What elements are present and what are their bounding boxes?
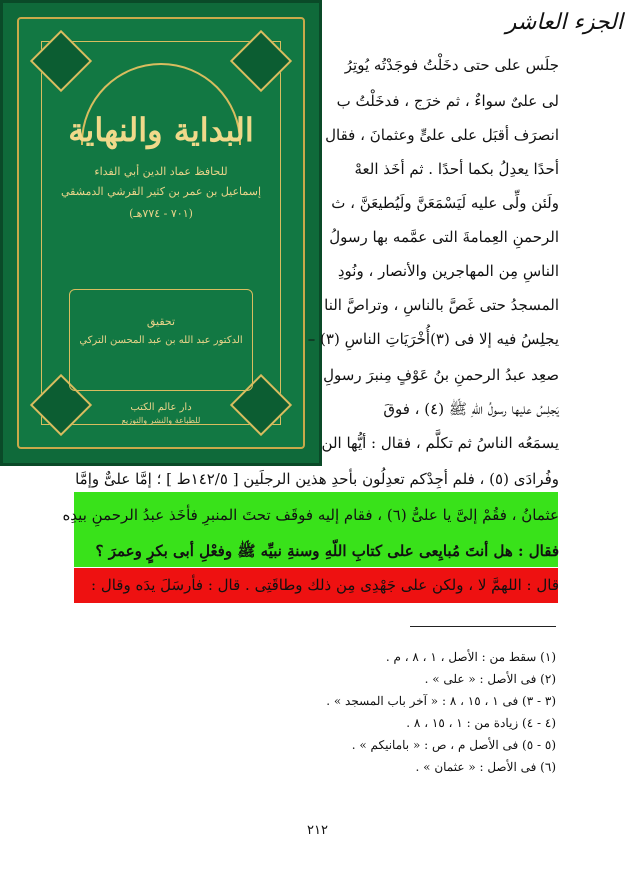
footnote: (٦) فى الأصل : « عثمان » . (415, 760, 556, 774)
text-line: يسمَعُه الناسُ ثم تكلَّم ، فقال : أيُّها الن (321, 434, 559, 452)
footnote: (١) سقط من : الأصل ، ١ ، ٨ ، م . (385, 650, 556, 664)
footnote: (٤ - ٤) زيادة من : ١ ، ١٥ ، ٨ . (406, 716, 556, 730)
text-line: وفُرادَى (٥) ، فلم أجِدْكم تعدِلُون بأحدِ هذين الرجلَين [ ١٤٢/٥ط ] ؛ إمَّا علىٌّ وإمَّا (75, 470, 559, 488)
text-line: لى علىٌ سواءٌ ، ثم خرَج ، فدخَلْتُ ب (336, 92, 559, 110)
book-cover-image (0, 0, 322, 466)
footnote: (٥ - ٥) فى الأصل م ، ص : « بامانيكم » . (351, 738, 556, 752)
text-line: يَجلِسُ عليها رسولُ اللّهِ ﷺ (٤) ، فوقَ (383, 400, 559, 418)
footnote-divider (410, 626, 556, 627)
text-line-highlighted: عثمانُ ، فقُمْ إلىَّ يا علىُّ (٦) ، فقام إليه فوقَف تحتَ المنبرِ فأخَذ عبدُ الرحمنِ بيدِه (62, 506, 559, 524)
cover-editor: الدكتور عبد الله بن عبد المحسن التركي (79, 335, 243, 346)
cover-publisher-sub: للطباعة والنشر والتوزيع (121, 416, 201, 425)
footnote: (٣ - ٣) فى ١ ، ١٥ ، ٨ : « آخر باب المسجد » . (326, 694, 556, 708)
text-line: الناسِ مِن المهاجرين والأنصار ، ونُودِ (337, 262, 559, 280)
cover-frame (17, 17, 305, 449)
footnote: (٢) فى الأصل : « على » . (424, 672, 556, 686)
text-line: ولَئن ولِّى عليه لَيَسْمَعَنَّ ولَيُطيعَنَّ ، ث (331, 194, 559, 212)
cover-dates: (٧٠١ - ٧٧٤هـ) (129, 207, 193, 220)
cover-publisher: دار عالم الكتب (130, 402, 192, 413)
text-line: المسجدُ حتى غَصَّ بالناسِ ، وتراصَّ النا (324, 296, 559, 314)
cover-tahqiq: تحقيق (146, 315, 176, 328)
page-number: ٢١٢ (307, 823, 328, 838)
text-line: يجلِسُ فيه إلا فى (٣)أُخْرَيَاتِ الناسِ (٣) – (307, 330, 559, 348)
text-line: أحدًا يعدِلُ بكما أحدًا . ثم أخَذ العهْ (354, 160, 559, 178)
cover-author-line2: إسماعيل بن عمر بن كثير القرشي الدمشقي (60, 185, 262, 198)
cover-title: البداية والنهاية (68, 111, 254, 149)
text-line-highlighted: فقال : هل أنتَ مُبايِعى على كتابِ اللّهِ وسنةِ نبيِّه ﷺ وفعْلِ أبى بكرٍ وعمرَ ؟ (95, 542, 559, 560)
text-line: جلَس على حتى دخَلْتُ فوجَدْتُه يُوتِرُ (344, 56, 559, 74)
text-line: الرحمنِ العِمامةَ التى عمَّمه بها رسولُ (329, 228, 559, 246)
running-header: الجزء العاشر (505, 10, 623, 35)
text-line-highlighted-red: قال : اللهمَّ لا ، ولكن على جَهْدِى مِن ذلك وطاقَتِى . قال : فأرسَلَ يدَه وقال : (91, 576, 559, 594)
text-line: صعِد عبدُ الرحمنِ بنُ عَوْفٍ مِنبرَ رسولِ (323, 366, 559, 384)
text-line: انصرَف أقبَل على علىٍّ وعثمانَ ، فقال (325, 126, 559, 144)
cover-author-line1: للحافظ عماد الدين أبي الفداء (94, 165, 228, 178)
